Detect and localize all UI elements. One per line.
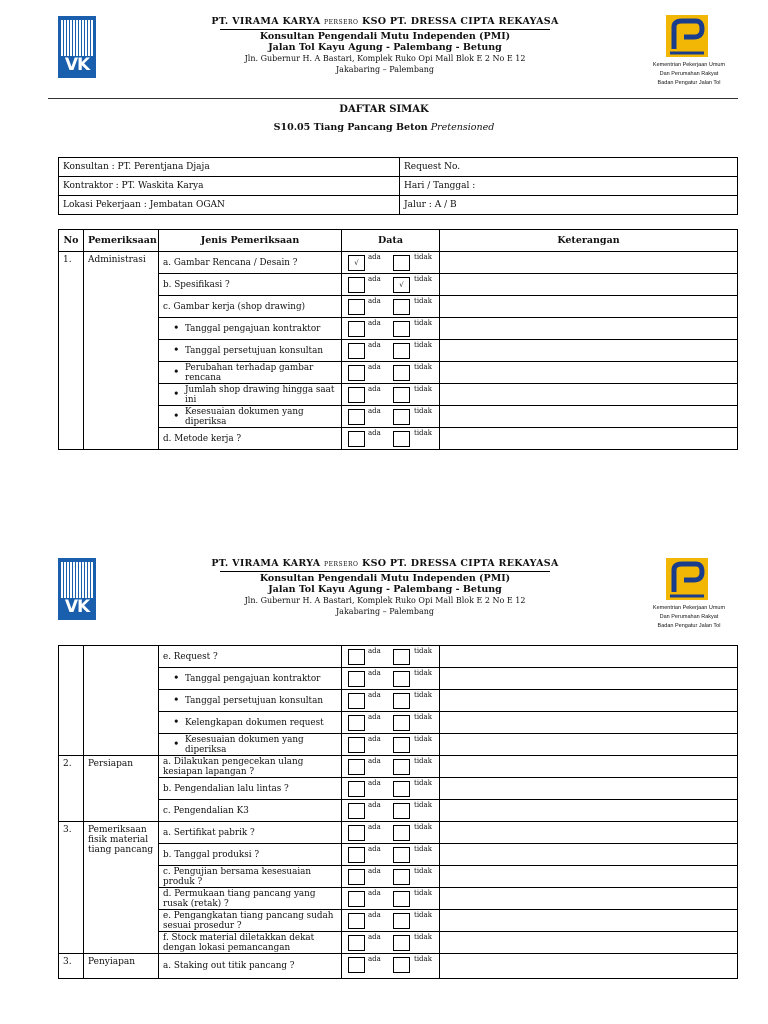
ada-checkbox[interactable] [348, 957, 365, 973]
keterangan-cell[interactable] [440, 778, 738, 800]
table-row: e. Pengangkatan tiang pancang sudah sesuai prosedur ? [159, 910, 342, 932]
col-keterangan: Keterangan [440, 230, 738, 252]
keterangan-cell[interactable] [440, 274, 738, 296]
ada-checkbox[interactable] [348, 321, 365, 337]
keterangan-cell[interactable] [440, 844, 738, 866]
keterangan-cell[interactable] [440, 910, 738, 932]
keterangan-cell[interactable] [440, 866, 738, 888]
tidak-checkbox[interactable] [393, 431, 410, 447]
info-lokasi: Lokasi Pekerjaan : Jembatan OGAN [59, 196, 400, 215]
table-row: • Tanggal persetujuan konsultan [159, 340, 342, 362]
keterangan-cell[interactable] [440, 296, 738, 318]
keterangan-cell[interactable] [440, 668, 738, 690]
keterangan-cell[interactable] [440, 822, 738, 844]
pu-logo-icon [666, 558, 708, 600]
ada-checkbox[interactable] [348, 891, 365, 907]
tidak-checkbox[interactable] [393, 891, 410, 907]
keterangan-cell[interactable] [440, 252, 738, 274]
keterangan-cell[interactable] [440, 428, 738, 450]
letterhead [190, 558, 580, 617]
table-row: c. Gambar kerja (shop drawing) [159, 296, 342, 318]
keterangan-cell[interactable] [440, 800, 738, 822]
table-row: d. Permukaan tiang pancang yang rusak (retak) ? [159, 888, 342, 910]
ada-checkbox[interactable] [348, 365, 365, 381]
tidak-checkbox[interactable] [393, 409, 410, 425]
info-kontraktor: Kontraktor : PT. Waskita Karya [59, 177, 400, 196]
vk-logo [58, 16, 96, 78]
pu-logo-icon [666, 15, 708, 57]
tidak-checkbox[interactable] [393, 321, 410, 337]
table-row: a. Gambar Rencana / Desain ? [159, 252, 342, 274]
table-row: • Kesesuaian dokumen yang diperiksa [159, 406, 342, 428]
keterangan-cell[interactable] [440, 954, 738, 979]
table-row: • Kelengkapan dokumen request [159, 712, 342, 734]
info-request: Request No. [400, 158, 738, 177]
keterangan-cell[interactable] [440, 888, 738, 910]
info-hari: Hari / Tanggal : [400, 177, 738, 196]
tidak-checkbox[interactable] [393, 935, 410, 951]
ada-checkbox[interactable] [348, 737, 365, 753]
row-no: 3. [59, 822, 84, 954]
keterangan-cell[interactable] [440, 690, 738, 712]
col-no: No [59, 230, 84, 252]
ada-checkbox[interactable] [348, 781, 365, 797]
table-row: • Jumlah shop drawing hingga saat ini [159, 384, 342, 406]
info-table [58, 157, 738, 215]
pu-text: Kementrian Pekerjaan Umum Dan Perumahan Rakyat Badan Pengatur Jalan Tol [652, 605, 726, 629]
doc-title: DAFTAR SIMAK [339, 104, 429, 115]
logo-text: VK [64, 55, 90, 75]
ada-checkbox[interactable] [348, 759, 365, 775]
table-row: a. Sertifikat pabrik ? [159, 822, 342, 844]
tidak-checkbox[interactable] [393, 255, 410, 271]
table-row: b. Pengendalian lalu lintas ? [159, 778, 342, 800]
ada-checkbox[interactable] [348, 649, 365, 665]
table-row: b. Tanggal produksi ? [159, 844, 342, 866]
tidak-checkbox[interactable] [393, 649, 410, 665]
tidak-checkbox[interactable] [393, 957, 410, 973]
doc-subtitle: S10.05 Tiang Pancang Beton Pretensioned [273, 122, 495, 133]
ada-checkbox[interactable] [348, 913, 365, 929]
tidak-checkbox[interactable] [393, 781, 410, 797]
table-row: a. Dilakukan pengecekan ulang kesiapan lapangan ? [159, 756, 342, 778]
keterangan-cell[interactable] [440, 646, 738, 668]
ada-checkbox[interactable] [348, 409, 365, 425]
row-no: 2. [59, 756, 84, 822]
pmi-line: Konsultan Pengendali Mutu Independen (PMI) [259, 573, 511, 584]
ada-checkbox[interactable] [348, 935, 365, 951]
row-category [84, 646, 159, 756]
keterangan-cell[interactable] [440, 932, 738, 954]
table-row: f. Stock material diletakkan dekat dengan lokasi pemancangan [159, 932, 342, 954]
ada-checkbox[interactable] [348, 277, 365, 293]
table-row: • Tanggal persetujuan konsultan [159, 690, 342, 712]
keterangan-cell[interactable] [440, 734, 738, 756]
tidak-checkbox[interactable]: √ [393, 277, 410, 293]
tidak-checkbox[interactable] [393, 343, 410, 359]
keterangan-cell[interactable] [440, 318, 738, 340]
project-line: Jalan Tol Kayu Agung - Palembang - Betung [268, 42, 502, 53]
pu-text: Kementrian Pekerjaan Umum Dan Perumahan Rakyat Badan Pengatur Jalan Tol [652, 62, 726, 86]
address-line: Jln. Gubernur H. A Bastari, Komplek Ruko Opi Mall Blok E 2 No E 12 [244, 596, 526, 605]
ada-checkbox[interactable] [348, 693, 365, 709]
checklist-table-2: e. Request ? ada tidak • Tanggal pengajuan kontraktor ada tidak • Tanggal persetujuan konsultan ada tidak • Kelengkapan dokumen request ada tidak • Kesesuaian dokumen yang diperiksa ada tidak 2. Persiapan a. Dilakukan pengecekan ulang kesiapan lapangan ? ada tidak b. Pengendalian lalu lintas ? ada tidak c. Pengendalian K3 ada tidak 3. Pemeriksaan fisik material tiang pancang a. Sertifikat pabrik ? ada tidak b. Tanggal produksi ? ada tidak c. Pengujian bersama kesesuaian produk ? ada tidak d. Permukaan tiang pancang yang rusak (retak) ? ada tidak e. Pengangkatan tiang pancang sudah sesuai prosedur ? ada tidak f. Stock material diletakkan dekat dengan lokasi pemancangan ada tidak 3. Penyiapan a. Staking out titik pancang ? ada tidak [58, 645, 738, 979]
row-category: Pemeriksaan fisik material tiang pancang [84, 822, 159, 954]
ada-checkbox[interactable] [348, 825, 365, 841]
tidak-checkbox[interactable] [393, 869, 410, 885]
keterangan-cell[interactable] [440, 756, 738, 778]
ada-checkbox[interactable] [348, 715, 365, 731]
table-row: e. Request ? [159, 646, 342, 668]
address-line: Jln. Gubernur H. A Bastari, Komplek Ruko Opi Mall Blok E 2 No E 12 [244, 54, 526, 63]
city-line: Jakabaring – Palembang [335, 607, 435, 616]
table-row: c. Pengujian bersama kesesuaian produk ? [159, 866, 342, 888]
ada-checkbox[interactable] [348, 387, 365, 403]
company-line: PT. VIRAMA KARYA PERSERO KSO PT. DRESSA CIPTA REKAYASA [211, 16, 559, 27]
table-row: • Tanggal pengajuan kontraktor [159, 318, 342, 340]
checklist-table-1: No Pemeriksaan Jenis Pemeriksaan Data Keterangan 1. Administrasi a. Gambar Rencana / Desain ? √ ada tidak b. Spesifikasi ? ada √ tidak c. Gambar kerja (shop drawing) ada tidak • Tanggal pengajuan kontraktor ada tidak • Tanggal persetujuan konsultan ada tidak • Perubahan terhadap gambar rencana ada tidak • Jumlah shop drawing hingga saat ini ada tidak • Kesesuaian dokumen yang diperiksa ada tidak d. Metode kerja ? ada tidak [58, 229, 738, 450]
table-row: d. Metode kerja ? [159, 428, 342, 450]
table-row: • Tanggal pengajuan kontraktor [159, 668, 342, 690]
pmi-line: Konsultan Pengendali Mutu Independen (PMI) [259, 31, 511, 42]
tidak-checkbox[interactable] [393, 913, 410, 929]
ada-checkbox[interactable] [348, 847, 365, 863]
tidak-checkbox[interactable] [393, 825, 410, 841]
vk-logo [58, 558, 96, 620]
tidak-checkbox[interactable] [393, 847, 410, 863]
tidak-checkbox[interactable] [393, 365, 410, 381]
row-category: Persiapan [84, 756, 159, 822]
letterhead [190, 16, 580, 75]
col-pemeriksaan: Pemeriksaan [84, 230, 159, 252]
ada-checkbox[interactable] [348, 431, 365, 447]
keterangan-cell[interactable] [440, 712, 738, 734]
table-row: • Perubahan terhadap gambar rencana [159, 362, 342, 384]
tidak-checkbox[interactable] [393, 759, 410, 775]
table-row: a. Staking out titik pancang ? [159, 954, 342, 979]
tidak-checkbox[interactable] [393, 803, 410, 819]
info-konsultan: Konsultan : PT. Perentjana Djaja [59, 158, 400, 177]
ada-checkbox[interactable] [348, 803, 365, 819]
table-row: • Kesesuaian dokumen yang diperiksa [159, 734, 342, 756]
tidak-checkbox[interactable] [393, 299, 410, 315]
logo-text: VK [64, 597, 90, 617]
keterangan-cell[interactable] [440, 362, 738, 384]
row-no: 3. [59, 954, 84, 979]
ada-checkbox[interactable]: √ [348, 255, 365, 271]
row-category: Administrasi [84, 252, 159, 450]
tidak-checkbox[interactable] [393, 737, 410, 753]
col-data: Data [342, 230, 440, 252]
info-jalur: Jalur : A / B [400, 196, 738, 215]
ada-checkbox[interactable] [348, 343, 365, 359]
keterangan-cell[interactable] [440, 384, 738, 406]
ada-checkbox[interactable] [348, 299, 365, 315]
ada-checkbox[interactable] [348, 869, 365, 885]
company-line: PT. VIRAMA KARYA PERSERO KSO PT. DRESSA CIPTA REKAYASA [211, 558, 559, 569]
city-line: Jakabaring – Palembang [335, 65, 435, 74]
row-category: Penyiapan [84, 954, 159, 979]
tidak-checkbox[interactable] [393, 715, 410, 731]
project-line: Jalan Tol Kayu Agung - Palembang - Betung [268, 584, 502, 595]
row-no: 1. [59, 252, 84, 450]
tidak-checkbox[interactable] [393, 387, 410, 403]
table-row: b. Spesifikasi ? [159, 274, 342, 296]
row-no [59, 646, 84, 756]
ada-checkbox[interactable] [348, 671, 365, 687]
tidak-checkbox[interactable] [393, 693, 410, 709]
keterangan-cell[interactable] [440, 406, 738, 428]
col-jenis: Jenis Pemeriksaan [159, 230, 342, 252]
tidak-checkbox[interactable] [393, 671, 410, 687]
table-row: c. Pengendalian K3 [159, 800, 342, 822]
keterangan-cell[interactable] [440, 340, 738, 362]
